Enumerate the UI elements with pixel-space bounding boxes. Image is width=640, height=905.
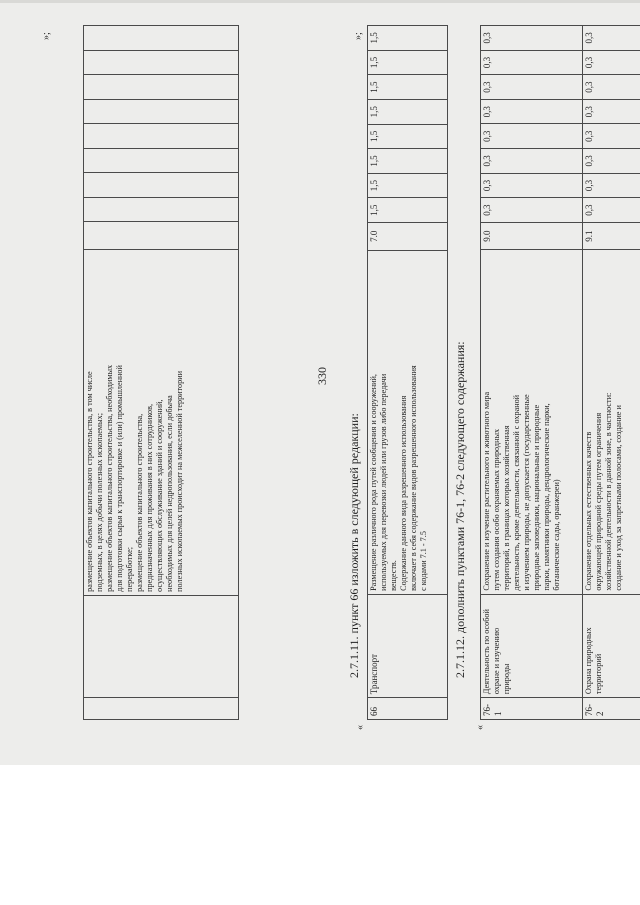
value-cell: 0,3: [481, 149, 583, 174]
value-cell: 0,3: [481, 173, 583, 198]
value-cell: 1,5: [368, 149, 448, 174]
quote-open-76: «: [475, 725, 486, 730]
name-cell: [84, 595, 239, 698]
desc-cell: [84, 249, 239, 595]
desc-line: создание и уход за запретными полосами, создание и: [614, 405, 623, 591]
desc-line: парки, памятники природы, дендрологические парки,: [542, 403, 551, 591]
desc-line: размещение объектов капитального строительства, необходимых: [105, 364, 114, 592]
code-cell: 9.0: [481, 222, 583, 250]
value-cell: 0,3: [481, 50, 583, 75]
page-number: 330: [315, 367, 329, 385]
name-line: Деятельность по особой: [482, 609, 491, 695]
value-cell: 0,3: [583, 173, 640, 198]
num-cell: 66: [368, 698, 448, 720]
table-row: [368, 26, 448, 720]
value-cell: 0,3: [583, 50, 640, 75]
desc-line: веществ.: [389, 560, 398, 591]
value-cell: [84, 173, 239, 198]
desc-line: ботанические сады, оранжереи): [552, 479, 561, 591]
value-cell: 1,5: [368, 198, 448, 223]
desc-line: путем создания особо охраняемых природных: [492, 428, 501, 591]
name-line: Охрана природных: [584, 627, 593, 695]
value-cell: 0,3: [583, 26, 640, 51]
desc-line: Размещение различного рода путей сообщения и сооружений,: [369, 374, 378, 591]
desc-line: Сохранение и изучение растительного и животного мира: [482, 391, 491, 591]
value-cell: 0,3: [583, 75, 640, 100]
rotated-page: [35, 25, 623, 730]
top-table: [83, 25, 239, 720]
desc-line: подземных, в целях добычи полезных ископаемых;: [95, 413, 104, 592]
desc-line: Сохранение отдельных естественных качеств: [584, 431, 593, 591]
value-cell: [84, 197, 239, 222]
table-row: [583, 26, 640, 720]
desc-line: и изучением природы, не допускается (государственные: [522, 394, 531, 591]
desc-line: территорий, в границах которых хозяйственная: [502, 425, 511, 591]
desc-cell: [481, 250, 583, 594]
num-cell: 76-1: [481, 698, 583, 720]
scan-edge: [0, 0, 640, 3]
code-cell: [84, 222, 239, 249]
value-cell: 1,5: [368, 173, 448, 198]
table-76: [480, 25, 640, 720]
name-line: территорий: [594, 653, 603, 695]
name-cell: Транспорт: [368, 594, 448, 697]
desc-line: хозяйственной деятельности в данной зоне, в частности:: [604, 392, 613, 591]
value-cell: 1,5: [368, 99, 448, 124]
value-cell: 0,3: [481, 124, 583, 149]
desc-line: деятельность, кроме деятельности, связанной с охраной: [512, 394, 521, 591]
quote-close-top: »;: [41, 32, 52, 40]
value-cell: [84, 75, 239, 100]
value-cell: 0,3: [481, 198, 583, 223]
value-cell: 1,5: [368, 75, 448, 100]
value-cell: 0,3: [583, 149, 640, 174]
desc-line: включает в себя содержание видов разрешенного использования: [409, 365, 418, 591]
quote-open-66: «: [355, 725, 366, 730]
value-cell: [84, 99, 239, 124]
value-cell: 0,3: [583, 124, 640, 149]
value-cell: 1,5: [368, 50, 448, 75]
desc-line: необходимых для целей недропользования, если добыча: [165, 395, 174, 592]
value-cell: 0,3: [583, 198, 640, 223]
desc-line: осуществляющих обслуживание зданий и сооружений,: [155, 399, 164, 592]
value-cell: 1,5: [368, 124, 448, 149]
value-cell: [84, 124, 239, 149]
value-cell: [84, 148, 239, 173]
value-cell: 0,3: [481, 99, 583, 124]
desc-line: природные заповедники, национальные и природные: [532, 404, 541, 591]
desc-line: переработке;: [125, 546, 134, 592]
desc-line: Содержание данного вида разрешенного использования: [399, 395, 408, 591]
value-cell: 0,3: [583, 99, 640, 124]
desc-line: используемых для перевозки людей или грузов либо передачи: [379, 373, 388, 591]
table-row: [481, 26, 583, 720]
desc-line: для подготовки сырья к транспортировке и (или) промышленной: [115, 365, 124, 592]
desc-cell: [583, 250, 640, 594]
desc-line: размещение объектов капитального строительства,: [135, 413, 144, 592]
heading-76: 2.7.1.12. дополнить пунктами 76-1, 76-2 следующего содержания:: [453, 341, 467, 678]
value-cell: [84, 26, 239, 51]
desc-line: полезных ископаемых происходит на межселенной территории: [175, 371, 184, 592]
name-cell: [481, 594, 583, 697]
code-cell: 9.1: [583, 222, 640, 250]
code-cell: 7.0: [368, 223, 448, 251]
name-line: охране и изучению природы: [492, 627, 511, 695]
desc-line: предназначенных для проживания в них сотрудников,: [145, 403, 154, 592]
num-cell: [84, 698, 239, 720]
quote-close-66: »;: [353, 32, 364, 40]
value-cell: 0,3: [481, 75, 583, 100]
table-66: [367, 25, 448, 720]
value-cell: [84, 50, 239, 75]
desc-line: с кодами 7.1 - 7.5: [419, 531, 428, 591]
table-row: [84, 26, 239, 720]
value-cell: 1,5: [368, 26, 448, 51]
num-cell: 76-2: [583, 698, 640, 720]
heading-66: 2.7.1.11. пункт 66 изложить в следующей редакции:: [347, 413, 361, 678]
desc-cell: [368, 250, 448, 594]
desc-line: размещение объектов капитального строительства, в том числе: [85, 371, 94, 592]
name-cell: [583, 594, 640, 697]
desc-line: окружающей природной среды путем ограничения: [594, 412, 603, 591]
value-cell: 0,3: [481, 26, 583, 51]
